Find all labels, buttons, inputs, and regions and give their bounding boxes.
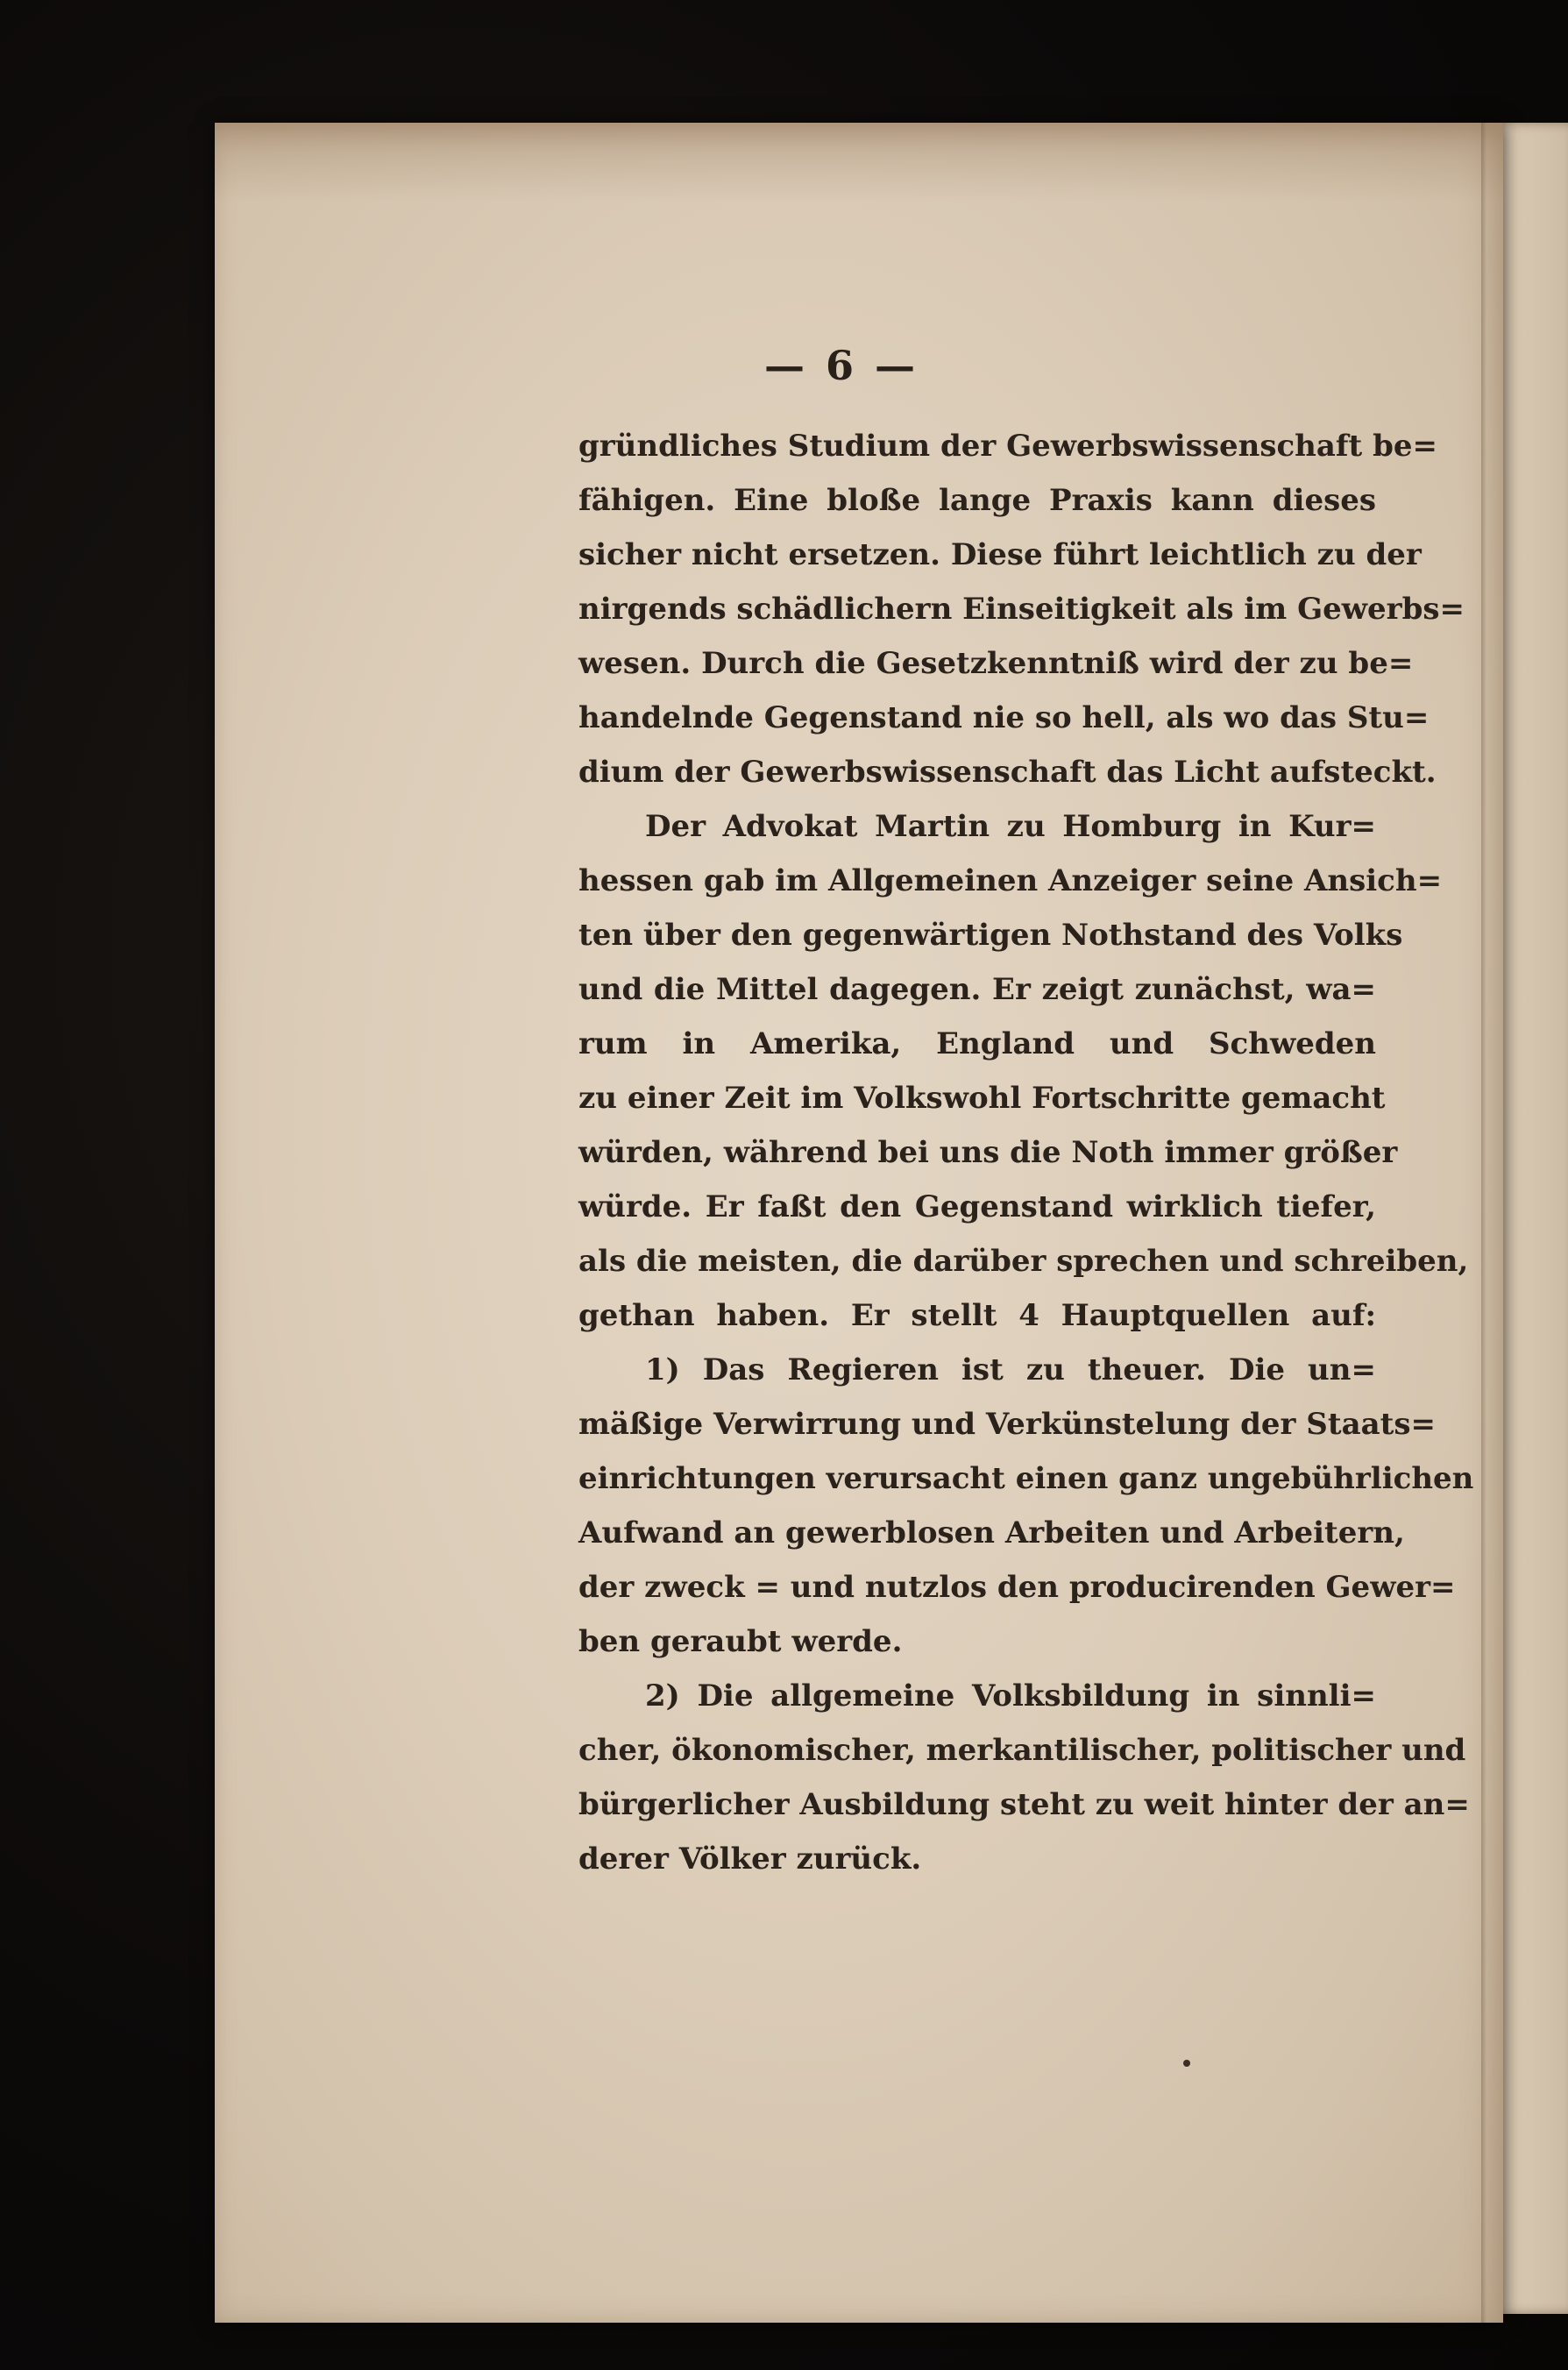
page-number-header: — 6 — [763, 342, 919, 389]
text-line: sicher nicht ersetzen. Diese führt leichtlich zu der [578, 537, 1422, 572]
text-line: hessen gab im Allgemeinen Anzeiger seine Ansich= [578, 863, 1443, 898]
text-line: derer Völker zurück. [578, 1841, 922, 1877]
text-line: der zweck = und nutzlos den producirenden Gewer= [578, 1570, 1456, 1605]
paper-speck [1183, 2060, 1190, 2067]
text-line: 2) Die allgemeine Volksbildung in sinnli= [645, 1678, 1376, 1714]
page-gutter [1481, 123, 1486, 2323]
text-line: gethan haben. Er stellt 4 Hauptquellen auf: [578, 1298, 1376, 1333]
text-line: ten über den gegenwärtigen Nothstand des Volks [578, 918, 1403, 953]
text-line: mäßige Verwirrung und Verkünstelung der Staats= [578, 1407, 1436, 1442]
text-line: fähigen. Eine bloße lange Praxis kann dieses [578, 483, 1376, 518]
text-line: und die Mittel dagegen. Er zeigt zunächst, wa= [578, 972, 1376, 1007]
text-line: ben geraubt werde. [578, 1624, 903, 1659]
text-line: Der Advokat Martin zu Homburg in Kur= [645, 809, 1376, 844]
body-text [578, 419, 1474, 1886]
text-line: als die meisten, die darüber sprechen und schreiben, [578, 1244, 1469, 1279]
text-line: rum in Amerika, England und Schweden [578, 1026, 1376, 1061]
text-line: würde. Er faßt den Gegenstand wirklich tiefer, [578, 1189, 1376, 1224]
text-line: dium der Gewerbswissenschaft das Licht aufsteckt. [578, 755, 1437, 790]
page-top-shading [215, 123, 1503, 202]
text-line: bürgerlicher Ausbildung steht zu weit hinter der an= [578, 1787, 1470, 1822]
text-line: gründliches Studium der Gewerbswissenschaft be= [578, 429, 1437, 464]
text-line: würden, während bei uns die Noth immer größer [578, 1135, 1398, 1170]
text-line: wesen. Durch die Gesetzkenntniß wird der zu be= [578, 646, 1414, 681]
text-line: nirgends schädlichern Einseitigkeit als im Gewerbs= [578, 592, 1465, 627]
text-line: Aufwand an gewerblosen Arbeiten und Arbeitern, [578, 1515, 1405, 1550]
text-line: 1) Das Regieren ist zu theuer. Die un= [645, 1352, 1376, 1387]
text-line: cher, ökonomischer, merkantilischer, politischer und [578, 1733, 1466, 1768]
text-line: handelnde Gegenstand nie so hell, als wo das Stu= [578, 700, 1430, 735]
text-line: einrichtungen verursacht einen ganz ungebührlichen [578, 1461, 1474, 1496]
text-line: zu einer Zeit im Volkswohl Fortschritte gemacht [578, 1081, 1386, 1116]
